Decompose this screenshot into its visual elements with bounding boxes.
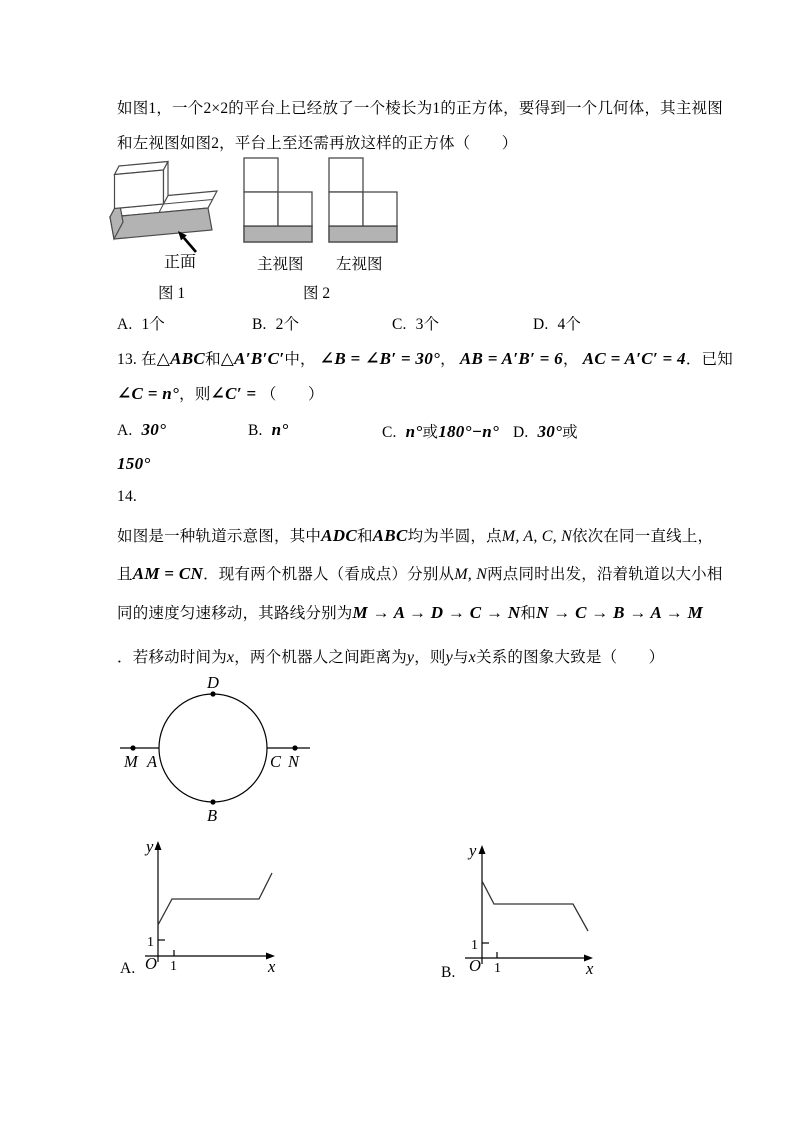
q13-option-a-key: A. <box>117 422 133 439</box>
figure2-front-view <box>243 157 314 243</box>
q12-option-c-text: 3个 <box>415 316 440 333</box>
label-C: C <box>270 752 282 771</box>
q12-option-a <box>117 312 165 334</box>
q12-option-b <box>252 312 299 334</box>
q12-option-d-text: 4个 <box>557 316 582 333</box>
q12-option-b-key: B. <box>252 316 267 333</box>
label-N: N <box>288 752 300 771</box>
point-M <box>130 745 135 750</box>
q14-text-line1: 如图是一种轨道示意图，其中ADC和ABC均为半圆，点M, A, C, N依次在同一直线上， <box>117 526 714 545</box>
q13-option-d-key: D. <box>513 424 529 441</box>
q12-option-d <box>533 312 581 334</box>
graph-b-ytick: 1 <box>471 938 478 953</box>
q13-option-b-key: B. <box>248 422 263 439</box>
y-axis-arrow-icon <box>479 845 486 854</box>
q12-option-c <box>392 312 439 334</box>
graph-b-curve <box>482 881 588 931</box>
figure2-caption: 图 2 <box>303 285 331 302</box>
answer-graph-a <box>118 836 288 978</box>
q12-option-b-text: 2个 <box>275 316 300 333</box>
graph-a-xlabel: x <box>268 957 276 976</box>
q12-option-a-key: A. <box>117 316 133 333</box>
cube-front-face <box>115 170 164 209</box>
front-view-label: 主视图 <box>257 256 304 273</box>
label-D: D <box>207 673 219 692</box>
graph-b-origin: O <box>469 956 481 975</box>
q12-option-d-key: D. <box>533 316 549 333</box>
q12-option-c-key: C. <box>392 316 407 333</box>
graph-b-xtick: 1 <box>494 961 501 976</box>
graph-b-xlabel: x <box>586 959 594 978</box>
q14-number: 14. <box>117 488 137 505</box>
point-N <box>292 745 297 750</box>
q13-text-line2: ∠C = n°，则∠C′ = （ ） <box>117 384 324 403</box>
graph-a-xtick: 1 <box>170 959 177 974</box>
label-B: B <box>207 806 218 824</box>
q12-text-line1: 如图1，一个2×2的平台上已经放了一个棱长为1的正方体，要得到一个几何体，其主视图 <box>117 100 723 117</box>
answer-graph-b <box>438 836 608 978</box>
q13-option-d: D. 30°或 <box>513 422 578 441</box>
q13-option-b: B. n° <box>248 420 289 439</box>
q12-option-a-text: 1个 <box>141 316 166 333</box>
graph-a-origin: O <box>145 954 157 973</box>
q13-text-line1: 13. 在△ABC和△A′B′C′中， ∠B = ∠B′ = 30°， AB = A′B′ = 6， AC = A′C′ = 4．已知 <box>117 349 733 368</box>
q13-option-c-key: C. <box>382 424 397 441</box>
label-M: M <box>124 752 138 771</box>
track-circle-diagram <box>100 666 315 824</box>
graph-b-ylabel: y <box>469 841 477 860</box>
point-D <box>210 691 215 696</box>
graph-a-ytick: 1 <box>147 935 154 950</box>
label-A: A <box>147 752 158 771</box>
q14-text-line3: 同的速度匀速移动，其路线分别为M → A → D → C → N和N → C → B → A → M <box>117 603 704 622</box>
graph-a-ylabel: y <box>146 837 154 856</box>
y-axis-arrow-icon <box>155 841 162 850</box>
q14-text-line2: 且AM = CN．现有两个机器人（看成点）分别从M, N两点同时出发，沿着轨道以大小相 <box>117 564 723 583</box>
graph-a-key: A. <box>120 960 136 977</box>
left-view-label: 左视图 <box>336 256 383 273</box>
q13-option-c: C. n°或180°−n° <box>382 422 500 441</box>
figure1-3d-platform <box>104 160 222 256</box>
q12-text-line2: 和左视图如图2，平台上至还需再放这样的正方体（ ） <box>117 135 518 152</box>
graph-b-key: B. <box>441 964 456 981</box>
figure1-caption: 图 1 <box>158 285 186 302</box>
q14-text-line4: ．若移动时间为x，两个机器人之间距离为y，则y与x关系的图象大致是（ ） <box>117 649 665 666</box>
point-B <box>210 799 215 804</box>
q13-option-d-overflow: 150° <box>117 454 151 473</box>
figure1-front-label: 正面 <box>164 254 197 271</box>
q13-option-a: A. 30° <box>117 420 167 439</box>
graph-a-curve <box>158 873 272 925</box>
figure2-left-view <box>328 157 399 243</box>
